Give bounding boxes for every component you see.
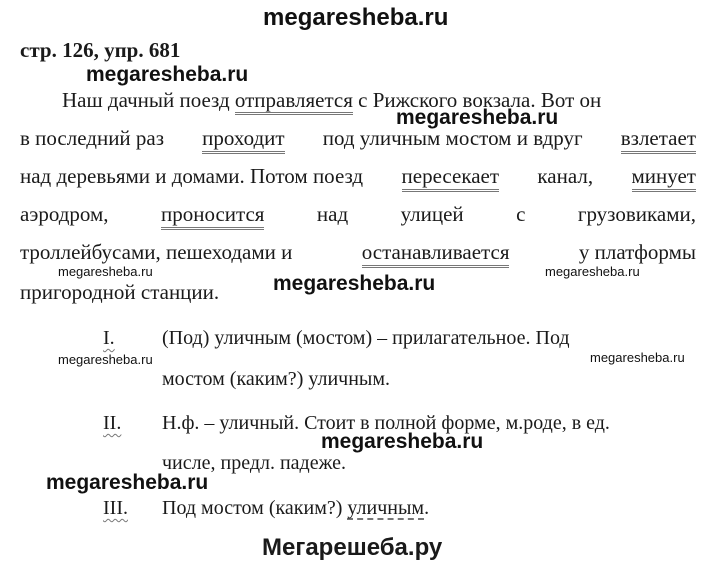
analysis-numeral: II. [103, 412, 122, 434]
analysis-text: Н.ф. – уличный. Стоит в полной форме, м.роде, в ед. [162, 412, 610, 434]
watermark: megaresheba.ru [58, 352, 153, 367]
text-line: над деревьями и домами. Потом поезд пересекает канал, минует [20, 164, 696, 192]
watermark: megaresheba.ru [58, 264, 153, 279]
watermark: megaresheba.ru [545, 264, 640, 279]
verb: останавливается [362, 240, 510, 268]
analysis-text: мостом (каким?) уличным. [162, 368, 391, 390]
text-line: пригородной станции. [20, 280, 220, 304]
watermark: megaresheba.ru [321, 430, 484, 453]
watermark: megaresheba.ru [273, 272, 436, 295]
text-line: Наш дачный поезд отправляется с Рижского вокзала. Вот он [62, 88, 601, 113]
analysis-text: Под мостом (каким?) уличным. [162, 497, 430, 519]
analysis-numeral: I. [103, 327, 115, 349]
verb: проходит [202, 126, 284, 154]
analysis-numeral: III. [103, 497, 128, 519]
watermark: megaresheba.ru [86, 63, 249, 86]
watermark: megaresheba.ru [46, 471, 209, 494]
verb: минует [632, 164, 697, 192]
footer-watermark: Мегарешеба.ру [262, 534, 443, 561]
watermark: megaresheba.ru [590, 350, 685, 365]
exercise-heading: стр. 126, упр. 681 [20, 38, 181, 62]
verb: взлетает [621, 126, 696, 154]
verb: пересекает [402, 164, 500, 192]
underlined-word: уличным [347, 497, 425, 519]
verb: отправляется [235, 88, 353, 115]
text-line: троллейбусами, пешеходами и останавливается у платформы [20, 240, 696, 268]
verb: проносится [161, 202, 264, 230]
text-line: аэродром, проносится над улицей с грузовиками, [20, 202, 696, 230]
analysis-text: (Под) уличным (мостом) – прилагательное. Под [162, 327, 570, 349]
analysis-text: числе, предл. падеже. [162, 452, 347, 474]
text-line: в последний раз проходит под уличным мостом и вдруг взлетает [20, 126, 696, 154]
watermark-top: megaresheba.ru [263, 4, 449, 31]
watermark: megaresheba.ru [396, 106, 559, 129]
